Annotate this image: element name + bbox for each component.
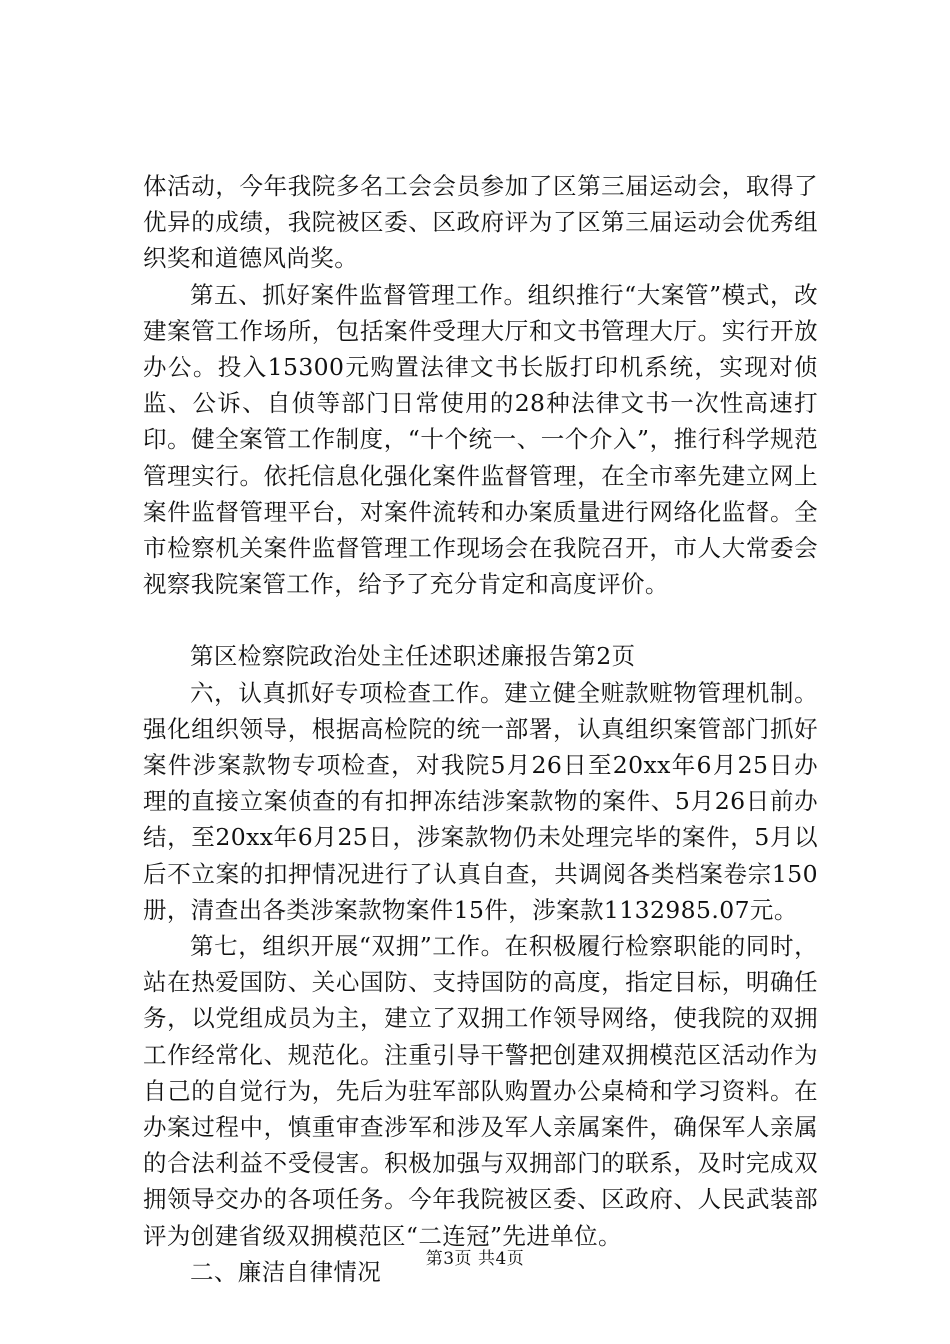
- paragraph-continuation: 体活动，今年我院多名工会会员参加了区第三届运动会，取得了优异的成绩，我院被区委、区政府评为了区第三届运动会优秀组织奖和道德风尚奖。: [143, 172, 818, 273]
- document-body: [143, 168, 818, 1290]
- paragraph-gap: [143, 602, 818, 638]
- section-page-title: 第区检察院政治处主任述职述廉报告第2页: [190, 642, 636, 671]
- paragraph-special-inspection: 六，认真抓好专项检查工作。建立健全赃款赃物管理机制。强化组织领导，根据高检院的统一部署，认真组织案管部门抓好案件涉案款物专项检查，对我院5月26日至20xx年6月25日办理的直接立案侦查的有扣押冻结涉案款物的案件、5月26日前办结，至20xx年6月25日，涉案款物仍未处理完毕的案件，5月以后不立案的扣押情况进行了认真自查，共调阅各类档案卷宗150册，清查出各类涉案款物案件15件，涉案款1132985.07元。: [143, 678, 818, 924]
- page-footer: 第3页 共4页: [425, 1249, 525, 1269]
- section-heading-integrity: 二、廉洁自律情况: [190, 1257, 382, 1286]
- paragraph-case-supervision: 第五、抓好案件监督管理工作。组织推行“大案管”模式，改建案管工作场所，包括案件受理大厅和文书管理大厅。实行开放办公。投入15300元购置法律文书长版打印机系统，实现对侦监、公诉、自侦等部门日常使用的28种法律文书一次性高速打印。健全案管工作制度，“十个统一、一个介入”，推行科学规范管理实行。依托信息化强化案件监督管理，在全市率先建立网上案件监督管理平台，对案件流转和办案质量进行网络化监督。全市检察机关案件监督管理工作现场会在我院召开，市人大常委会视察我院案管工作，给予了充分肯定和高度评价。: [143, 280, 818, 599]
- paragraph-double-support: 第七，组织开展“双拥”工作。在积极履行检察职能的同时，站在热爱国防、关心国防、支持国防的高度，指定目标，明确任务，以党组成员为主，建立了双拥工作领导网络，使我院的双拥工作经常化、规范化。注重引导干警把创建双拥模范区活动作为自己的自觉行为，先后为驻军部队购置办公桌椅和学习资料。在办案过程中，慎重审查涉军和涉及军人亲属案件，确保军人亲属的合法利益不受侵害。积极加强与双拥部门的联系，及时完成双拥领导交办的各项任务。今年我院被区委、区政府、人民武装部评为创建省级双拥模范区“二连冠”先进单位。: [143, 932, 818, 1250]
